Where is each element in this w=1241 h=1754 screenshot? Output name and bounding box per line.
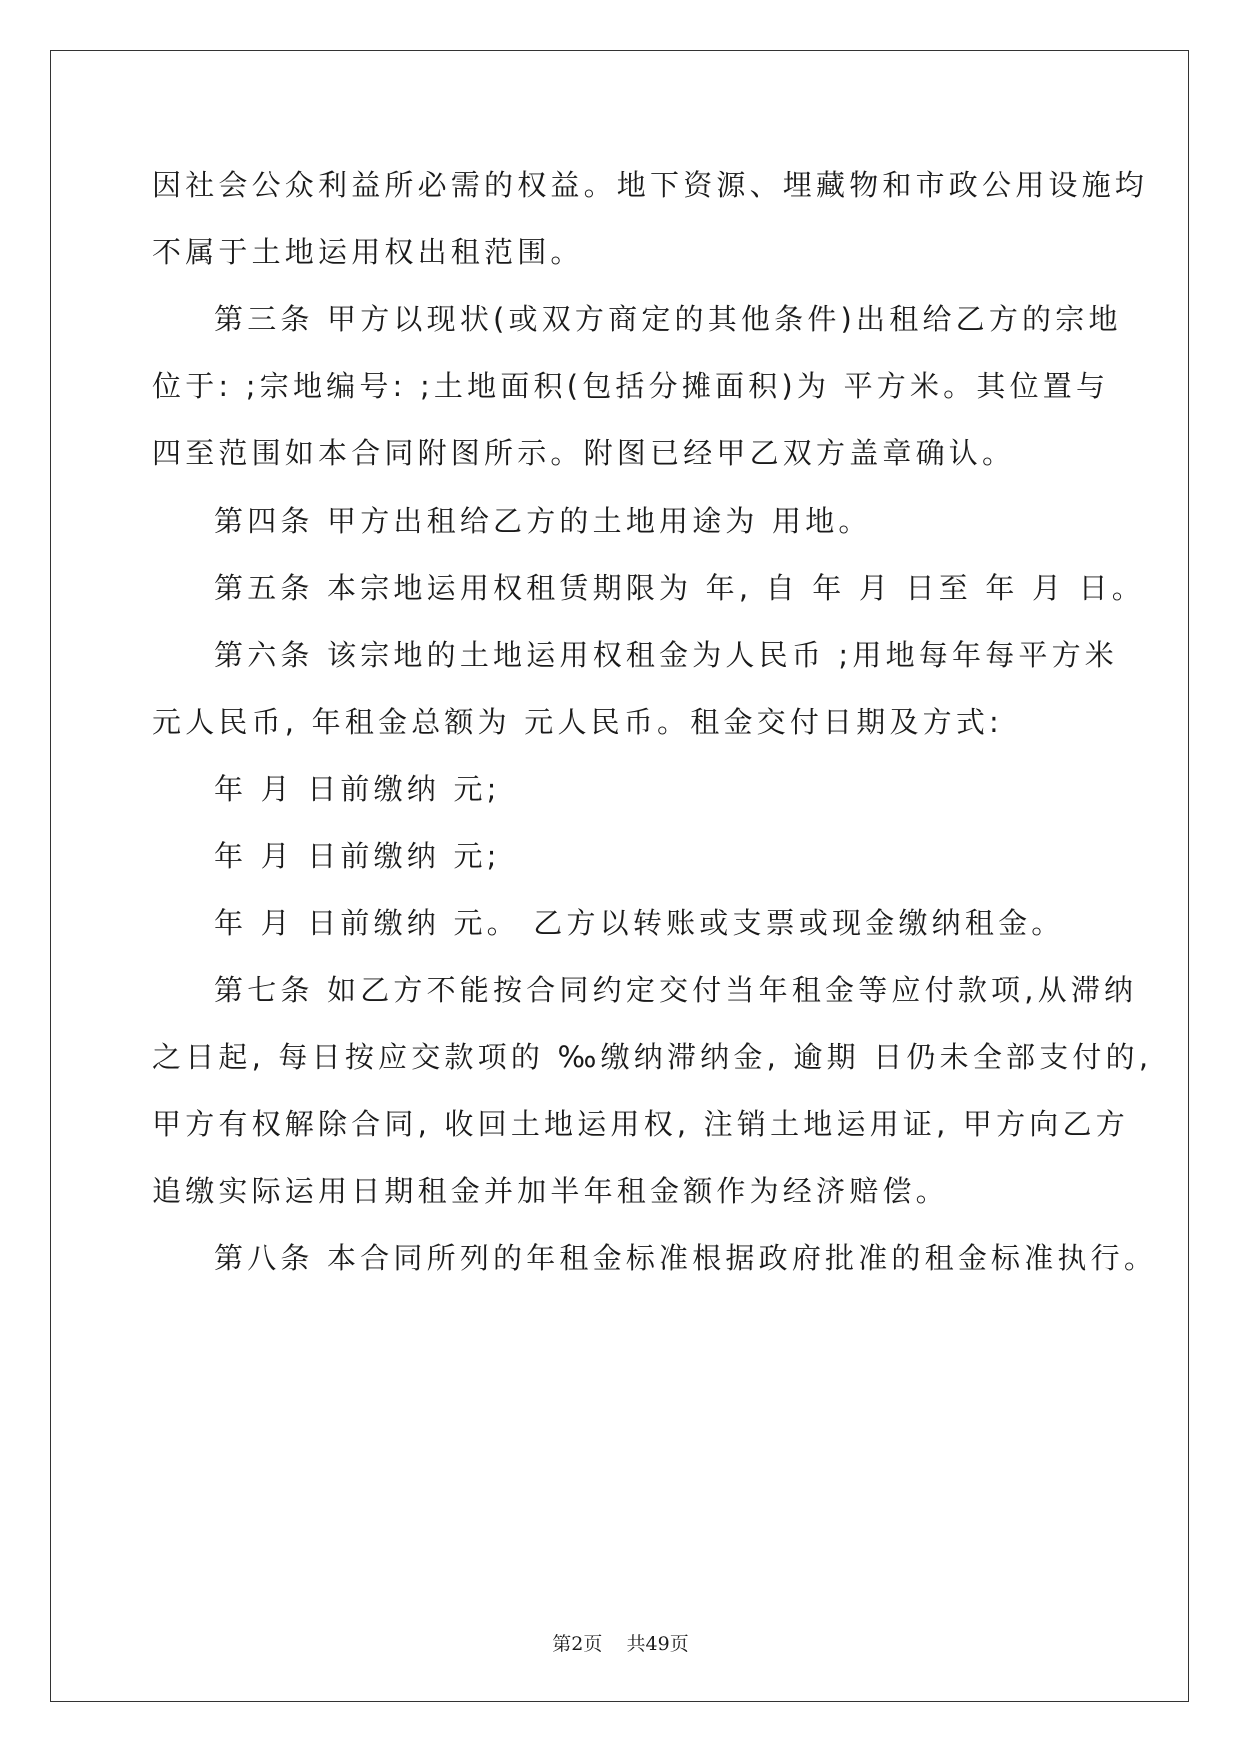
payment-line: 年 月 日前缴纳 元;	[214, 839, 501, 873]
text-line: 因社会公众利益所必需的权益。地下资源、埋藏物和市政公用设施均	[152, 168, 1149, 202]
payment-line: 年 月 日前缴纳 元。 乙方以转账或支票或现金缴纳租金。	[214, 906, 1065, 940]
article-8-line: 第八条 本合同所列的年租金标准根据政府批准的租金标准执行。	[214, 1241, 1158, 1275]
page-number-footer: 第2页 共49页	[552, 1633, 689, 1655]
text-line: 甲方有权解除合同, 收回土地运用权, 注销土地运用证, 甲方向乙方	[152, 1107, 1129, 1141]
text-line: 位于: ;宗地编号: ;土地面积(包括分摊面积)为 平方米。其位置与	[152, 369, 1110, 403]
text-line: 追缴实际运用日期租金并加半年租金额作为经济赔偿。	[152, 1174, 949, 1208]
text-line: 元人民币, 年租金总额为 元人民币。租金交付日期及方式:	[152, 705, 1004, 739]
article-6-line: 第六条 该宗地的土地运用权租金为人民币 ;用地每年每平方米	[214, 638, 1119, 672]
article-4-line: 第四条 甲方出租给乙方的土地用途为 用地。	[214, 504, 872, 538]
payment-line: 年 月 日前缴纳 元;	[214, 772, 501, 806]
article-5-line: 第五条 本宗地运用权租赁期限为 年, 自 年 月 日至 年 月 日。	[214, 571, 1145, 605]
article-7-line: 第七条 如乙方不能按合同约定交付当年租金等应付款项,从滞纳	[214, 973, 1138, 1007]
text-line: 四至范围如本合同附图所示。附图已经甲乙双方盖章确认。	[152, 436, 1016, 470]
text-line: 之日起, 每日按应交款项的 ‰缴纳滞纳金, 逾期 日仍未全部支付的,	[152, 1040, 1153, 1074]
article-3-line: 第三条 甲方以现状(或双方商定的其他条件)出租给乙方的宗地	[214, 302, 1122, 336]
page-border	[50, 50, 1189, 1702]
text-line: 不属于土地运用权出租范围。	[152, 235, 584, 269]
